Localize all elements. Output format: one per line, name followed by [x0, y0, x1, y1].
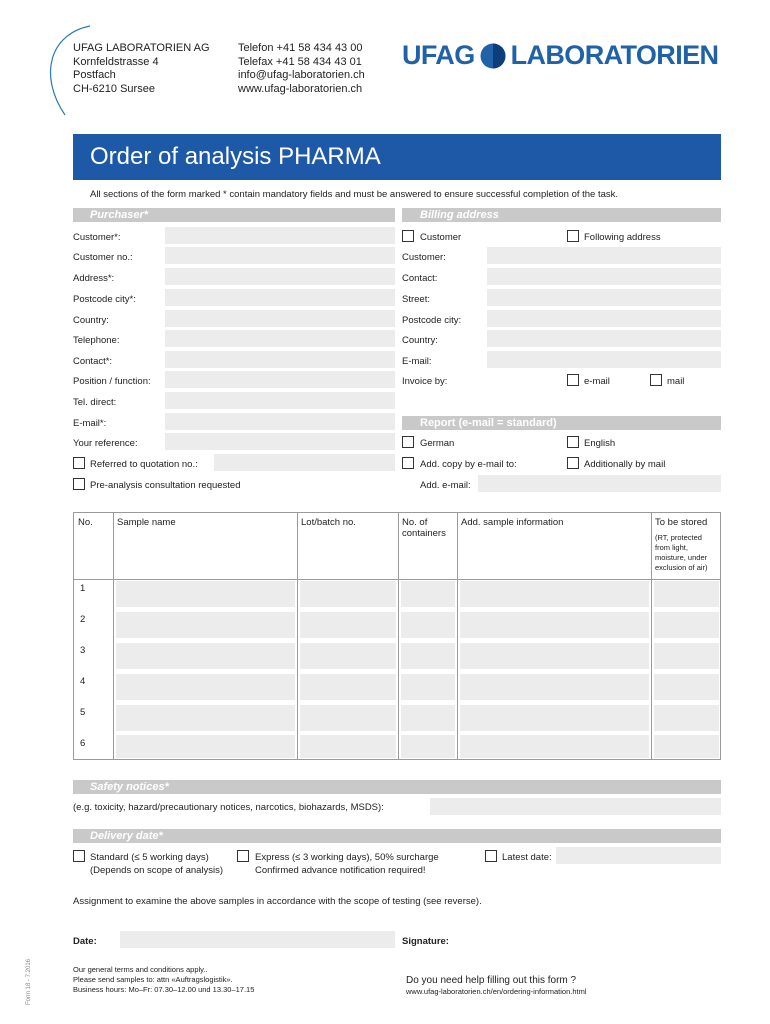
- additionally-mail-checkbox[interactable]: [567, 457, 579, 469]
- sample-name-cell[interactable]: [116, 612, 295, 638]
- containers-cell[interactable]: [401, 705, 455, 731]
- date-field[interactable]: [120, 931, 395, 948]
- lot-cell[interactable]: [300, 612, 396, 638]
- assignment-text: Assignment to examine the above samples in accordance with the scope of testing (see reverse).: [73, 896, 482, 907]
- add-email-label: Add. e-mail:: [420, 480, 471, 491]
- safety-label: (e.g. toxicity, hazard/precautionary notices, narcotics, biohazards, MSDS):: [73, 802, 384, 813]
- sample-name-cell[interactable]: [116, 674, 295, 700]
- invoice-email-checkbox[interactable]: [567, 374, 579, 386]
- billing-customer-option: Customer: [420, 232, 462, 243]
- info-cell[interactable]: [460, 674, 649, 700]
- row-number: 4: [80, 676, 86, 687]
- email-field[interactable]: [165, 413, 395, 430]
- invoice-mail-checkbox[interactable]: [650, 374, 662, 386]
- lot-cell[interactable]: [300, 581, 396, 607]
- billing-customer-field[interactable]: [487, 247, 721, 264]
- postcode-label: Postcode city*:: [73, 294, 136, 305]
- store-cell[interactable]: [654, 705, 719, 731]
- col-header-no: No.: [78, 517, 93, 528]
- billing-heading: Billing address: [420, 209, 499, 221]
- lot-cell[interactable]: [300, 735, 396, 758]
- billing-contact-label: Contact:: [402, 273, 438, 284]
- row-number: 3: [80, 645, 86, 656]
- row-number: 6: [80, 738, 86, 749]
- sample-name-cell[interactable]: [116, 735, 295, 758]
- express-checkbox[interactable]: [237, 850, 249, 862]
- col-header-info: Add. sample information: [461, 517, 564, 528]
- col-divider: [651, 512, 652, 760]
- billing-postcode-label: Postcode city:: [402, 315, 462, 326]
- report-english-option: English: [584, 438, 616, 449]
- report-english-checkbox[interactable]: [567, 436, 579, 448]
- billing-following-option: Following address: [584, 232, 661, 243]
- col-header-sample: Sample name: [117, 517, 176, 528]
- help-link[interactable]: www.ufag-laboratorien.ch/en/ordering-information.html: [406, 987, 587, 996]
- billing-email-field[interactable]: [487, 351, 721, 368]
- billing-customer-checkbox[interactable]: [402, 230, 414, 242]
- billing-customer-label: Customer:: [402, 252, 446, 263]
- info-cell[interactable]: [460, 581, 649, 607]
- invoice-email-option: e-mail: [584, 376, 610, 387]
- preanalysis-label: Pre-analysis consultation requested: [90, 480, 241, 491]
- latest-date-label: Latest date:: [502, 852, 552, 863]
- express-label: Express (≤ 3 working days), 50% surcharge: [255, 852, 439, 863]
- standard-label: Standard (≤ 5 working days): [90, 852, 209, 863]
- info-cell[interactable]: [460, 643, 649, 669]
- add-email-field[interactable]: [478, 475, 721, 492]
- tel-direct-label: Tel. direct:: [73, 397, 117, 408]
- footer-notes: Our general terms and conditions apply.. Please send samples to: attn «Auftragslogistik». Business hours: Mo–Fr: 07.30–12.00 und 13.30–17.15: [73, 965, 255, 994]
- billing-following-checkbox[interactable]: [567, 230, 579, 242]
- logo-circle-icon: [479, 42, 507, 70]
- report-heading: Report (e-mail = standard): [420, 417, 557, 429]
- position-field[interactable]: [165, 371, 395, 388]
- country-field[interactable]: [165, 310, 395, 327]
- store-note: (RT, protected from light, moisture, under exclusion of air): [655, 533, 708, 572]
- lot-cell[interactable]: [300, 643, 396, 669]
- col-header-lot: Lot/batch no.: [301, 517, 356, 528]
- standard-sublabel: (Depends on scope of analysis): [90, 865, 224, 876]
- safety-field[interactable]: [430, 798, 721, 815]
- customer-no-field[interactable]: [165, 247, 395, 264]
- country-label: Country:: [73, 315, 109, 326]
- billing-country-field[interactable]: [487, 330, 721, 347]
- delivery-section-bar: [73, 829, 721, 843]
- containers-cell[interactable]: [401, 581, 455, 607]
- form-id: Form 18 - 7.2016: [26, 958, 32, 1005]
- safety-section-bar: [73, 780, 721, 794]
- company-contact: Telefon +41 58 434 43 00 Telefax +41 58 434 43 01 info@ufag-laboratorien.ch www.ufag-laboratorien.ch: [238, 42, 365, 95]
- referred-checkbox[interactable]: [73, 457, 85, 469]
- company-logo: UFAG LABORATORIEN: [402, 40, 719, 70]
- contact-label: Contact*:: [73, 356, 113, 367]
- tel-direct-field[interactable]: [165, 392, 395, 409]
- invoice-mail-option: mail: [667, 376, 685, 387]
- instructions: All sections of the form marked * contain mandatory fields and must be answered to ensure successful completion of the task.: [90, 189, 619, 200]
- col-divider: [398, 512, 399, 760]
- col-header-store: To be stored: [655, 517, 708, 528]
- latest-date-field[interactable]: [556, 847, 721, 864]
- help-text: Do you need help filling out this form ?: [406, 975, 577, 986]
- add-copy-checkbox[interactable]: [402, 457, 414, 469]
- express-sublabel: Confirmed advance notification required!: [255, 865, 426, 876]
- lot-cell[interactable]: [300, 705, 396, 731]
- referred-label: Referred to quotation no.:: [90, 459, 198, 470]
- sample-name-cell[interactable]: [116, 581, 295, 607]
- billing-country-label: Country:: [402, 335, 438, 346]
- customer-no-label: Customer no.:: [73, 252, 133, 263]
- store-cell[interactable]: [654, 612, 719, 638]
- telephone-label: Telephone:: [73, 335, 120, 346]
- customer-label: Customer*:: [73, 232, 121, 243]
- billing-street-label: Street:: [402, 294, 430, 305]
- position-label: Position / function:: [73, 376, 151, 387]
- email-label: E-mail*:: [73, 418, 107, 429]
- delivery-heading: Delivery date*: [90, 830, 163, 842]
- reference-label: Your reference:: [73, 438, 138, 449]
- standard-checkbox[interactable]: [73, 850, 85, 862]
- row-number: 5: [80, 707, 86, 718]
- address-field[interactable]: [165, 268, 395, 285]
- contact-field[interactable]: [165, 351, 395, 368]
- containers-cell[interactable]: [401, 643, 455, 669]
- header-divider: [73, 579, 721, 580]
- containers-cell[interactable]: [401, 612, 455, 638]
- date-label: Date:: [73, 936, 97, 947]
- postcode-field[interactable]: [165, 289, 395, 306]
- preanalysis-checkbox[interactable]: [73, 478, 85, 490]
- info-cell[interactable]: [460, 705, 649, 731]
- add-copy-label: Add. copy by e-mail to:: [420, 459, 517, 470]
- info-cell[interactable]: [460, 735, 649, 758]
- store-cell[interactable]: [654, 674, 719, 700]
- store-cell[interactable]: [654, 735, 719, 758]
- additionally-mail-label: Additionally by mail: [584, 459, 666, 470]
- col-header-containers: No. of containers: [402, 517, 446, 539]
- sample-name-cell[interactable]: [116, 643, 295, 669]
- latest-date-checkbox[interactable]: [485, 850, 497, 862]
- signature-label: Signature:: [402, 936, 449, 947]
- sample-name-cell[interactable]: [116, 705, 295, 731]
- lot-cell[interactable]: [300, 674, 396, 700]
- address-label: Address*:: [73, 273, 115, 284]
- info-cell[interactable]: [460, 612, 649, 638]
- customer-field[interactable]: [165, 227, 395, 244]
- store-cell[interactable]: [654, 581, 719, 607]
- telephone-field[interactable]: [165, 330, 395, 347]
- company-address: UFAG LABORATORIEN AG Kornfeldstrasse 4 Postfach CH-6210 Sursee: [73, 42, 210, 95]
- reference-field[interactable]: [165, 433, 395, 450]
- row-number: 1: [80, 583, 86, 594]
- containers-cell[interactable]: [401, 674, 455, 700]
- col-divider: [113, 512, 114, 760]
- containers-cell[interactable]: [401, 735, 455, 758]
- col-divider: [297, 512, 298, 760]
- safety-heading: Safety notices*: [90, 781, 169, 793]
- report-german-checkbox[interactable]: [402, 436, 414, 448]
- billing-street-field[interactable]: [487, 289, 721, 306]
- page-title: Order of analysis PHARMA: [90, 143, 381, 170]
- billing-email-label: E-mail:: [402, 356, 432, 367]
- billing-contact-field[interactable]: [487, 268, 721, 285]
- col-divider: [457, 512, 458, 760]
- quotation-field[interactable]: [214, 454, 395, 471]
- row-number: 2: [80, 614, 86, 625]
- billing-postcode-field[interactable]: [487, 310, 721, 327]
- store-cell[interactable]: [654, 643, 719, 669]
- report-german-option: German: [420, 438, 455, 449]
- purchaser-heading: Purchaser*: [90, 209, 149, 221]
- invoice-by-label: Invoice by:: [402, 376, 448, 387]
